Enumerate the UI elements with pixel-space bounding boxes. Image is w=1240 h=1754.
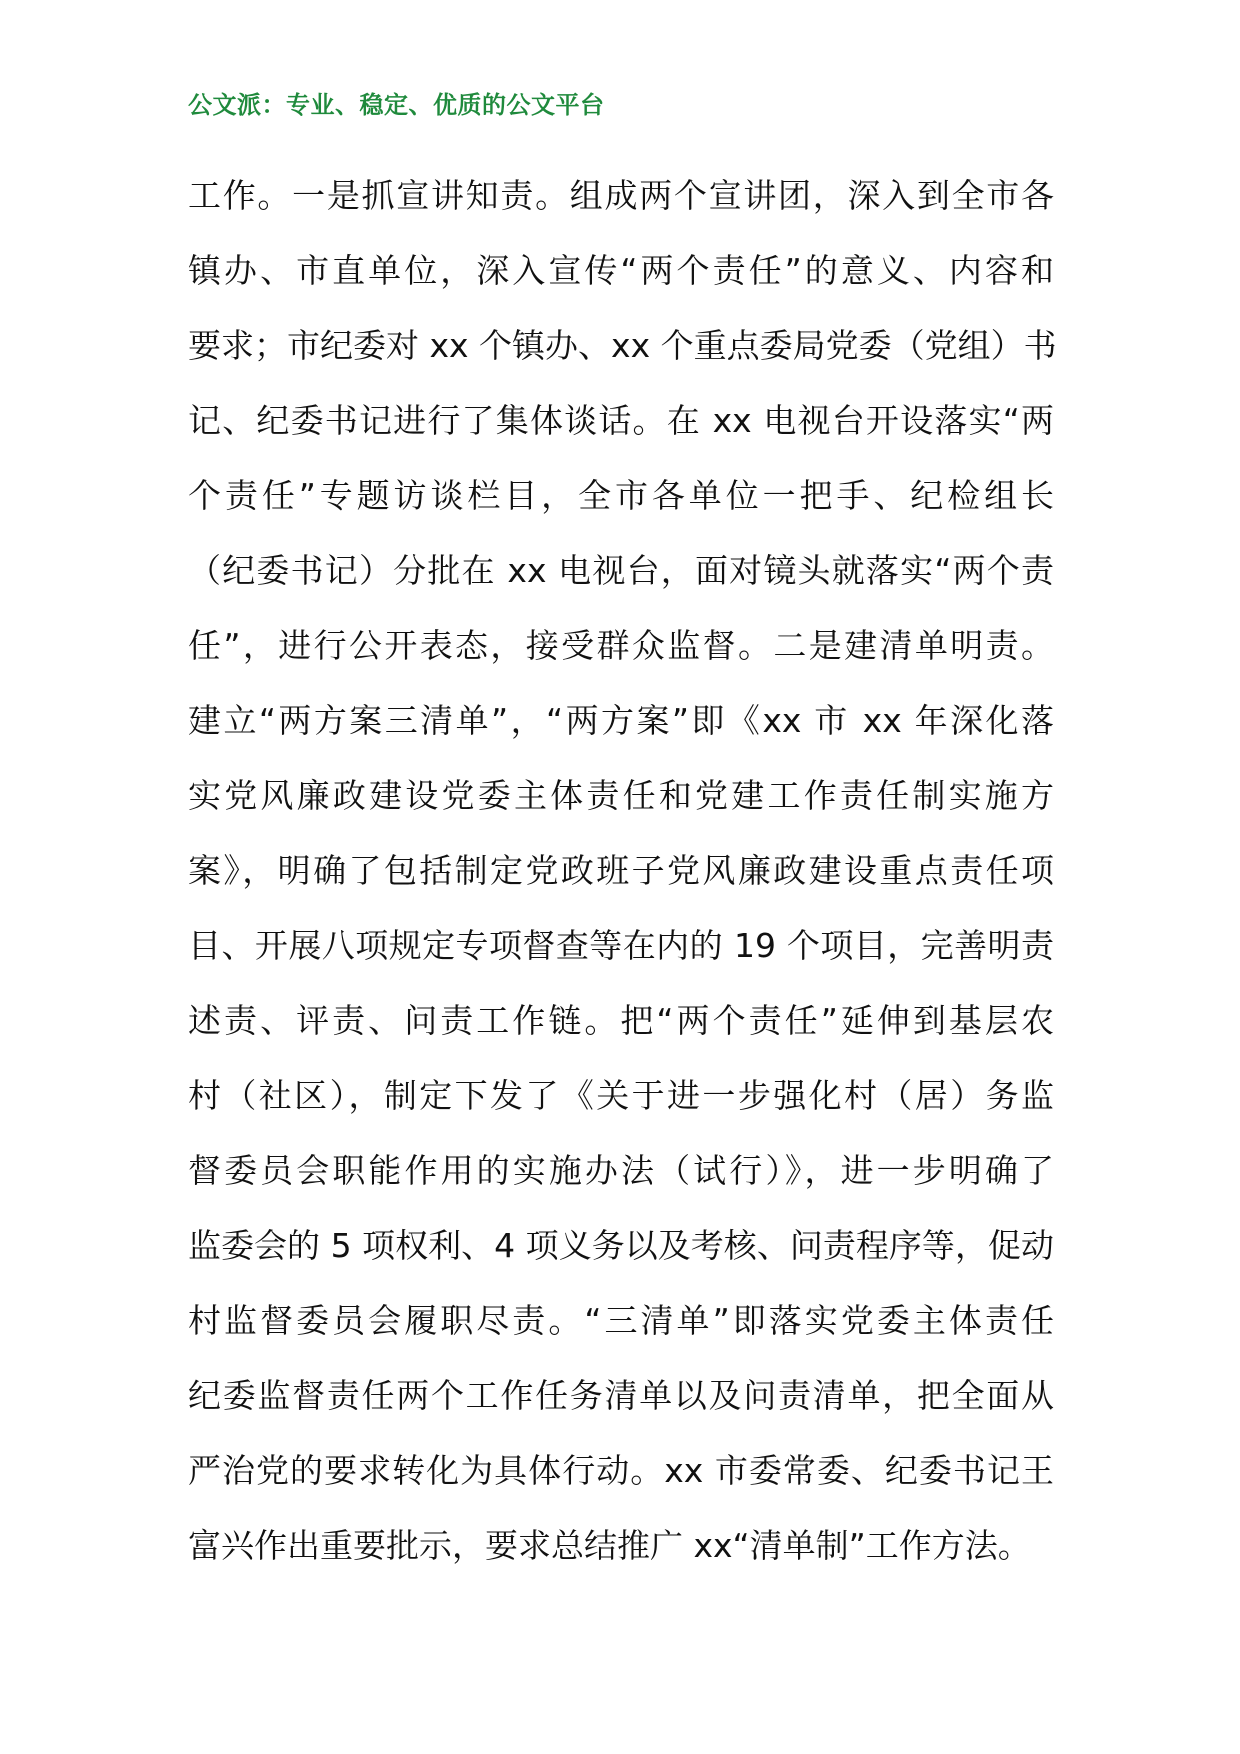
text-line: 要求；市纪委对 xx 个镇办、xx 个重点委局党委（党组）书 [188,326,1057,365]
text-line: 目、开展八项规定专项督查等在内的 19 个项目，完善明责 [188,926,1054,965]
text-line: 督委员会职能作用的实施办法（试行）》，进一步明确了 [188,1151,1054,1190]
text-line: 富兴作出重要批示，要求总结推广 xx“清单制”工作方法。 [188,1526,1031,1565]
text-line: 记、纪委书记进行了集体谈话。在 xx 电视台开设落实“两 [188,401,1054,440]
text-line: （纪委书记）分批在 xx 电视台，面对镜头就落实“两个责 [188,551,1054,590]
text-line: 建立“两方案三清单”，“两方案”即《xx 市 xx 年深化落 [188,701,1054,740]
text-line: 严治党的要求转化为具体行动。xx 市委常委、纪委书记王 [188,1451,1054,1490]
text-line: 村监督委员会履职尽责。“三清单”即落实党委主体责任 [188,1301,1054,1340]
text-line: 任”，进行公开表态，接受群众监督。二是建清单明责。 [188,626,1054,665]
text-line: 实党风廉政建设党委主体责任和党建工作责任制实施方 [188,776,1054,815]
body-paragraph [188,168,1057,1593]
text-line: 村（社区），制定下发了《关于进一步强化村（居）务监 [188,1076,1054,1115]
text-line: 镇办、市直单位，深入宣传“两个责任”的意义、内容和 [188,251,1054,290]
text-line: 案》，明确了包括制定党政班子党风廉政建设重点责任项 [188,851,1054,890]
page-header: 公文派：专业、稳定、优质的公文平台 [188,91,605,119]
text-line: 述责、评责、问责工作链。把“两个责任”延伸到基层农 [188,1001,1054,1040]
text-line: 工作。一是抓宣讲知责。组成两个宣讲团，深入到全市各 [188,176,1054,215]
text-line: 纪委监督责任两个工作任务清单以及问责清单，把全面从 [188,1376,1054,1415]
text-line: 个责任”专题访谈栏目，全市各单位一把手、纪检组长 [188,476,1054,515]
text-line: 监委会的 5 项权利、4 项义务以及考核、问责程序等，促动 [188,1226,1054,1265]
